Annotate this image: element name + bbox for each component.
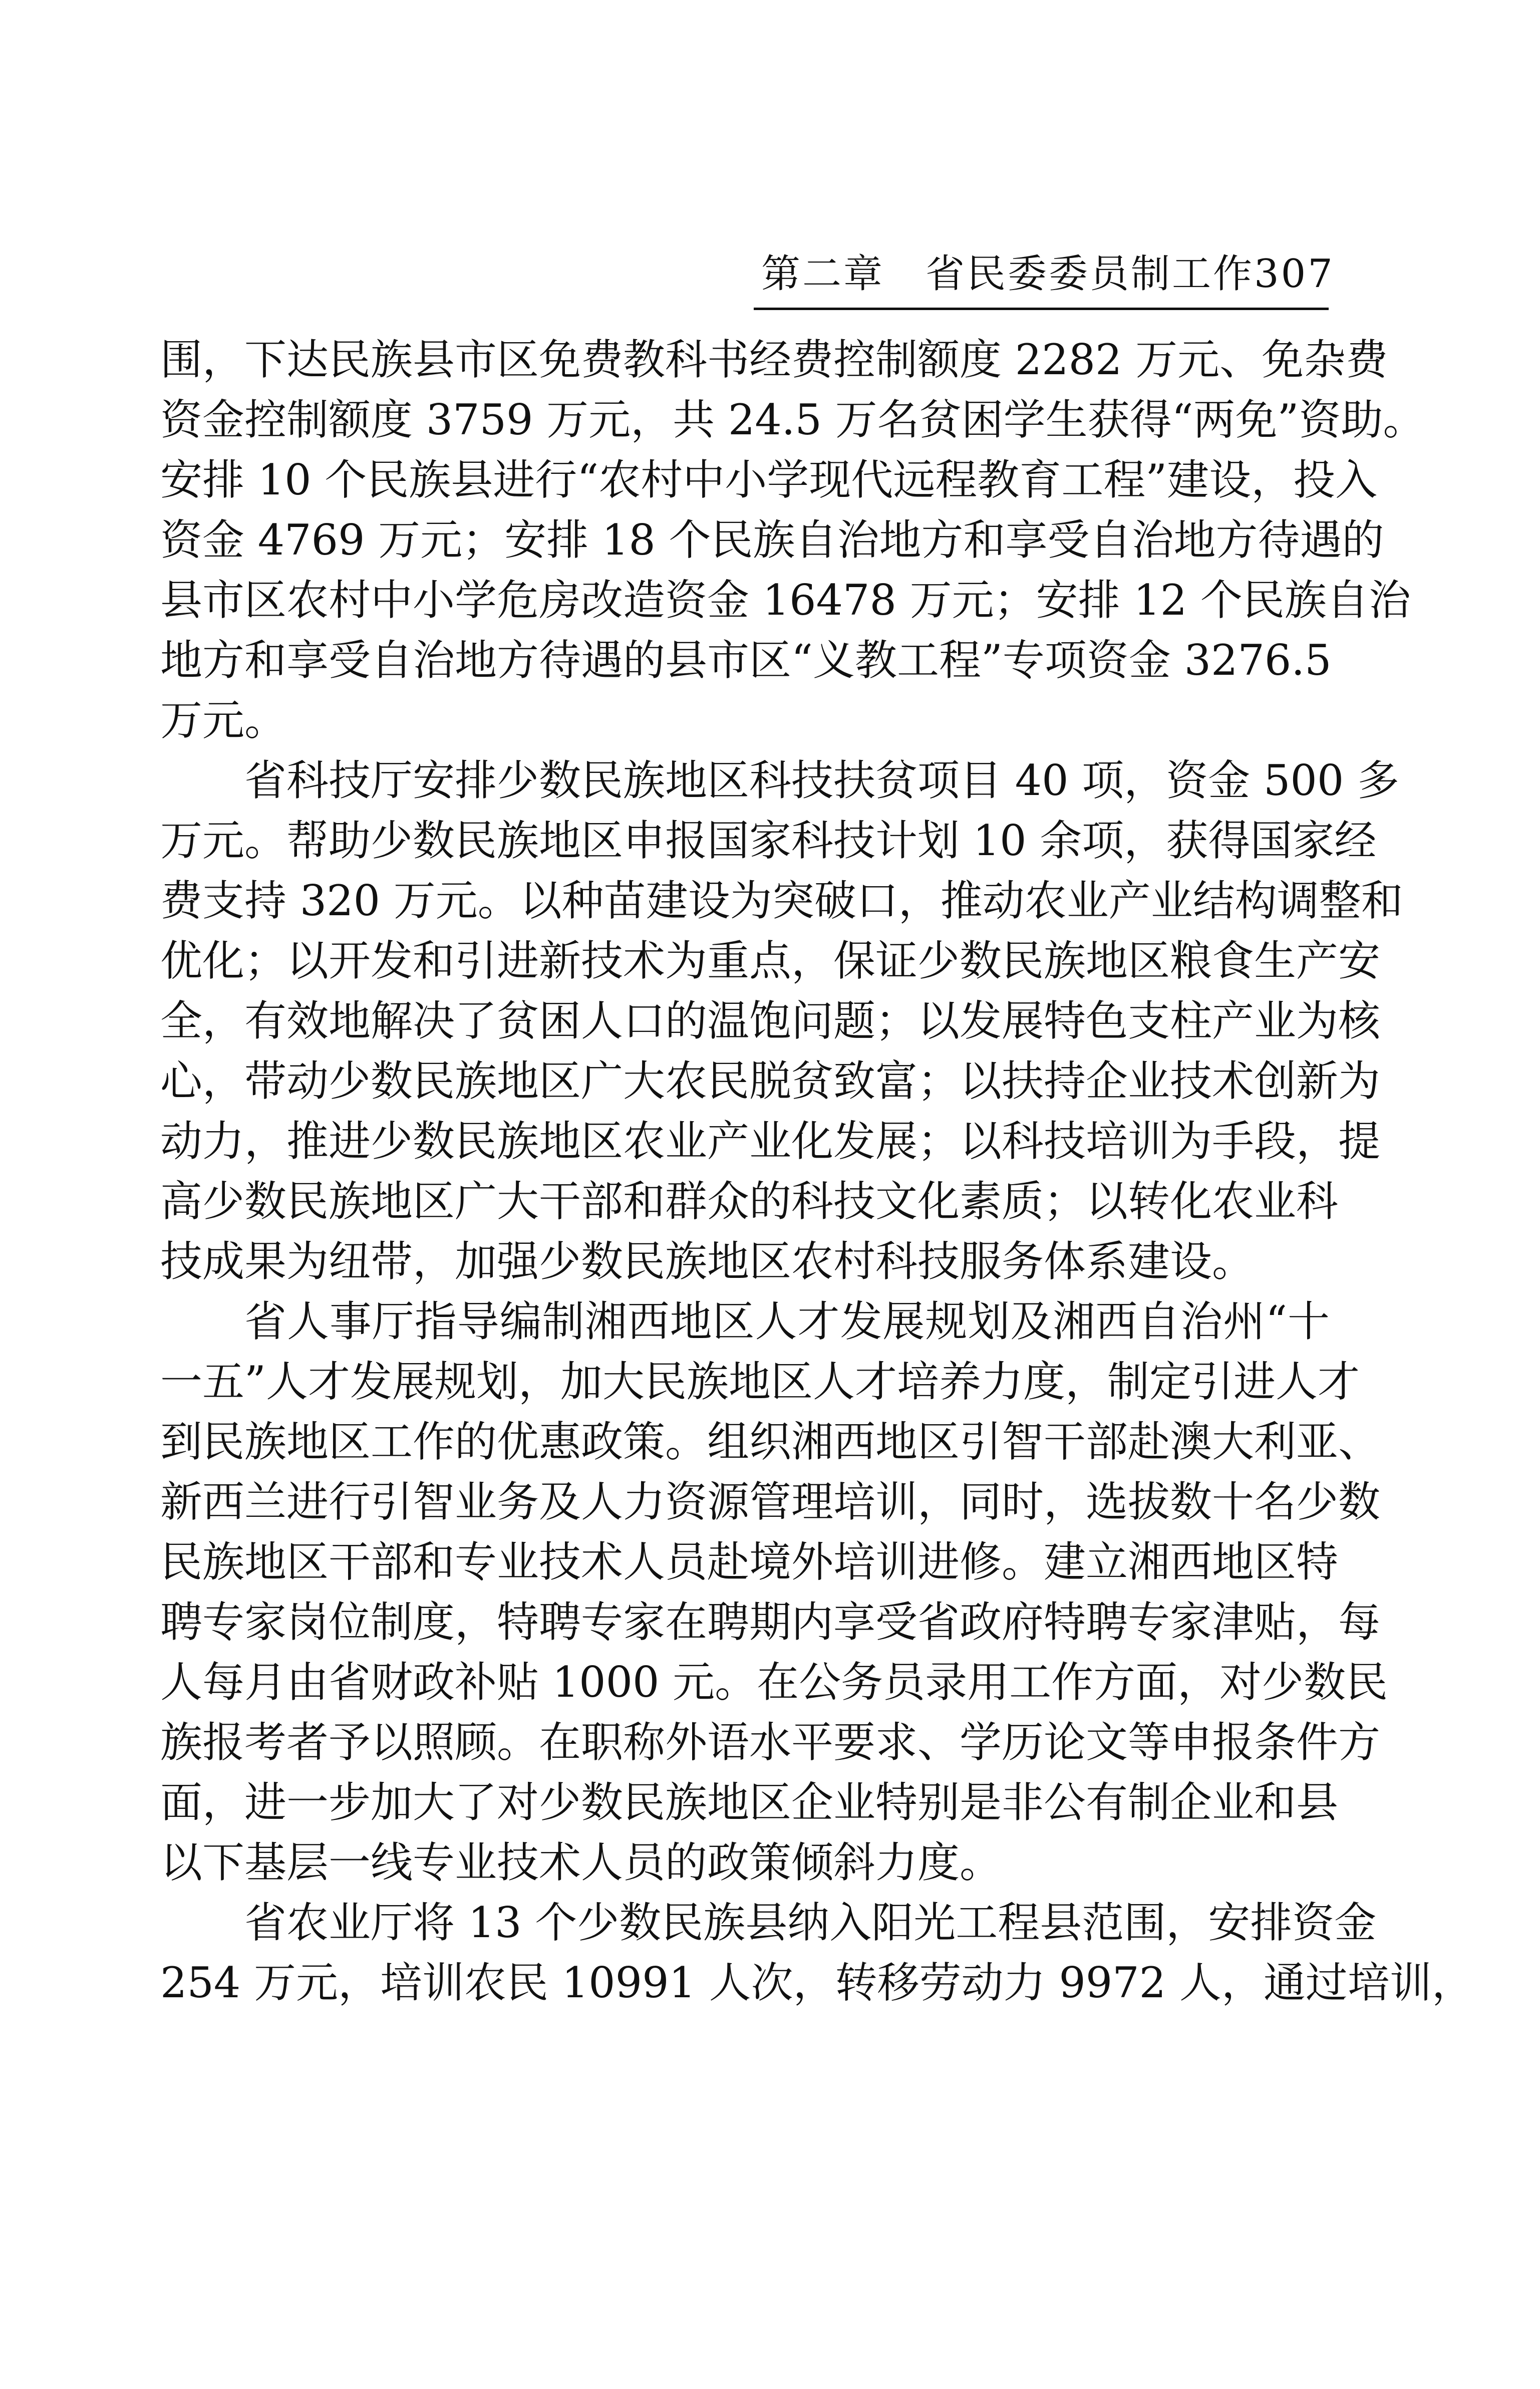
text-line: 省人事厅指导编制湘西地区人才发展规划及湘西自治州“十 [244, 1297, 1330, 1346]
paragraph-personnel [160, 1291, 1388, 1893]
text-line: 全，有效地解决了贫困人口的温饱问题；以发展特色支柱产业为核 [160, 996, 1381, 1045]
body-text [160, 330, 1474, 2013]
text-line: 动力，推进少数民族地区农业产业化发展；以科技培训为手段，提 [160, 1117, 1381, 1166]
paragraph-agriculture [160, 1893, 1474, 2013]
text-line: 资金 4769 万元；安排 18 个民族自治地方和享受自治地方待遇的 [160, 515, 1384, 565]
text-line: 民族地区干部和专业技术人员赴境外培训进修。建立湘西地区特 [160, 1537, 1339, 1586]
text-line: 优化；以开发和引进新技术为重点，保证少数民族地区粮食生产安 [160, 936, 1381, 985]
text-line: 聘专家岗位制度，特聘专家在聘期内享受省政府特聘专家津贴，每 [160, 1598, 1381, 1647]
paragraph-science-tech [160, 750, 1403, 1291]
text-line: 面，进一步加大了对少数民族地区企业特别是非公有制企业和县 [160, 1778, 1339, 1827]
text-line: 县市区农村中小学危房改造资金 16478 万元；安排 12 个民族自治 [160, 576, 1411, 625]
text-line: 省科技厅安排少数民族地区科技扶贫项目 40 项，资金 500 多 [244, 756, 1400, 805]
header-rule [754, 308, 1329, 310]
text-line: 围，下达民族县市区免费教科书经费控制额度 2282 万元、免杂费 [160, 335, 1388, 384]
text-line: 万元。 [160, 696, 287, 745]
text-line: 人每月由省财政补贴 1000 元。在公务员录用工作方面，对少数民 [160, 1658, 1388, 1707]
text-line: 安排 10 个民族县进行“农村中小学现代远程教育工程”建设，投入 [160, 455, 1378, 504]
paragraph-education [160, 330, 1425, 750]
text-line: 高少数民族地区广大干部和群众的科技文化素质；以转化农业科 [160, 1177, 1339, 1226]
text-line: 族报考者予以照顾。在职称外语水平要求、学历论文等申报条件方 [160, 1718, 1381, 1767]
text-line: 一五”人才发展规划，加大民族地区人才培养力度，制定引进人才 [160, 1357, 1360, 1406]
running-header: 第二章 省民委委员制工作307 [761, 251, 1335, 297]
text-line: 资金控制额度 3759 万元，共 24.5 万名贫困学生获得“两免”资助。 [160, 395, 1425, 444]
text-line: 以下基层一线专业技术人员的政策倾斜力度。 [160, 1838, 1002, 1887]
text-line: 费支持 320 万元。以种苗建设为突破口，推动农业产业结构调整和 [160, 876, 1403, 925]
text-line: 地方和享受自治地方待遇的县市区“义教工程”专项资金 3276.5 [160, 636, 1332, 685]
text-line: 新西兰进行引智业务及人力资源管理培训，同时，选拔数十名少数 [160, 1477, 1381, 1526]
text-line: 心，带动少数民族地区广大农民脱贫致富；以扶持企业技术创新为 [160, 1056, 1381, 1106]
text-line: 254 万元，培训农民 10991 人次，转移劳动力 9972 人，通过培训， [160, 1958, 1474, 2007]
text-line: 省农业厅将 13 个少数民族县纳入阳光工程县范围，安排资金 [244, 1898, 1377, 1947]
text-line: 到民族地区工作的优惠政策。组织湘西地区引智干部赴澳大利亚、 [160, 1417, 1381, 1466]
text-line: 万元。帮助少数民族地区申报国家科技计划 10 余项，获得国家经 [160, 816, 1377, 865]
text-line: 技成果为纽带，加强少数民族地区农村科技服务体系建设。 [160, 1237, 1255, 1286]
